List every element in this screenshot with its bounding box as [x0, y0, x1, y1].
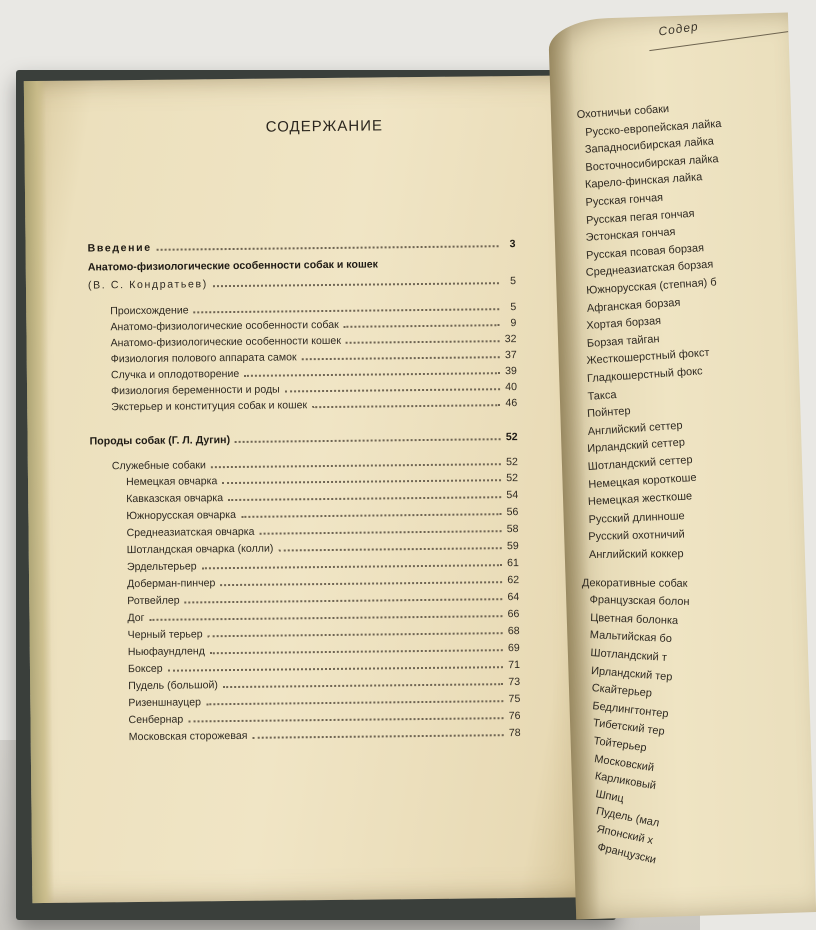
toc-entry-text: Ротвейлер	[127, 594, 180, 608]
right-page-entry: Жесткошерстный фокст	[586, 347, 711, 368]
right-page-entry: Русская псовая борзая	[585, 241, 705, 262]
toc-entry-text: Происхождение	[110, 304, 189, 318]
toc-entry	[111, 365, 517, 381]
toc-entry	[127, 557, 519, 573]
toc-entry-page: 75	[508, 692, 521, 706]
toc-entry	[88, 238, 516, 254]
toc-entry-text: Введение	[87, 241, 152, 255]
toc-entry-text: Кавказская овчарка	[126, 492, 224, 506]
toc-leader-dots	[241, 512, 501, 518]
right-page-entry: Русский охотничий	[588, 529, 686, 544]
right-page-entry: Восточносибирская лайка	[584, 152, 719, 174]
toc-leader-dots	[157, 244, 499, 251]
toc-entry	[128, 676, 520, 692]
toc-leader-dots	[252, 733, 503, 739]
toc-entry-text: Анатомо-физиологические особенности кошек	[110, 334, 341, 350]
toc-entry-text: Доберман-пинчер	[127, 577, 216, 591]
toc-entry-text: Черный терьер	[127, 628, 203, 642]
right-page-entry: Пойнтер	[586, 405, 632, 421]
toc-entry-page: 52	[505, 456, 518, 469]
toc-entry	[111, 381, 517, 397]
toc-entry-page: 56	[506, 506, 519, 519]
toc-entry	[111, 333, 517, 349]
toc-entry-page: 54	[506, 489, 519, 502]
right-page-entry: Немецкая жесткоше	[587, 490, 693, 509]
toc-entry	[126, 506, 518, 522]
right-page-entry: Английский коккер	[588, 548, 684, 561]
right-page-entry: Афганская борзая	[586, 296, 681, 315]
toc-entry-text: (В. С. Кондратьев)	[87, 278, 208, 292]
toc-leader-dots	[285, 387, 500, 392]
toc-entry-page: 73	[508, 675, 521, 689]
right-page-entry: Французская болон	[589, 594, 690, 609]
right-page-entry: Русская пегая гончая	[585, 207, 695, 227]
toc-entry-text: Среднеазиатская овчарка	[126, 525, 255, 540]
toc-entry-page: 58	[506, 523, 519, 536]
toc-leader-dots	[202, 563, 502, 569]
right-page-entry: Карело-финская лайка	[584, 171, 704, 192]
toc-entry-text: Ризеншнауцер	[128, 696, 202, 710]
toc-entry-page: 32	[504, 333, 517, 346]
right-page-entry: Шпиц	[594, 787, 625, 805]
right-page-entry: Декоративные собак	[581, 576, 688, 590]
toc-entry-page: 5	[509, 275, 517, 288]
toc-leader-dots	[220, 580, 502, 586]
toc-leader-dots	[188, 716, 503, 722]
toc-entry	[127, 591, 519, 607]
toc-entry-page: 61	[507, 557, 519, 570]
toc-entry	[128, 625, 520, 641]
toc-entry-text: Дог	[127, 611, 145, 625]
right-page-entry: Японский х	[595, 823, 655, 848]
right-page-entry: Русско-европейская лайка	[584, 117, 722, 139]
toc-leader-dots	[259, 529, 501, 535]
toc-entry	[110, 317, 516, 333]
toc-entry	[128, 710, 520, 726]
toc-entry-page: 59	[506, 540, 519, 553]
toc-leader-dots	[168, 665, 503, 672]
toc-leader-dots	[228, 495, 501, 501]
toc-entry-page: 5	[510, 301, 517, 314]
right-page-entry: Ирландский сеттер	[587, 436, 686, 456]
toc-entry-page: 68	[507, 625, 520, 638]
toc-entry	[127, 523, 519, 539]
right-page-entry: Охотничьи собаки	[576, 103, 670, 122]
right-page-entry: Русский длинноше	[588, 510, 685, 526]
toc-entry	[128, 693, 520, 709]
toc-entry-page: 78	[508, 726, 521, 740]
toc-leader-dots	[206, 699, 503, 705]
toc-entry	[127, 540, 519, 556]
toc-entry-text: Московская сторожевая	[128, 729, 248, 744]
right-page-entry: Шотландский сеттер	[587, 454, 693, 473]
toc-entry-text: Анатомо-физиологические особенности собак	[110, 318, 339, 334]
toc-entry	[128, 642, 520, 658]
toc-entry-text: Экстерьер и конституция собак и кошек	[111, 399, 308, 414]
toc-leader-dots	[302, 355, 500, 360]
toc-entry-page: 69	[507, 642, 520, 655]
right-page-entry: Мальтийская бо	[589, 629, 673, 646]
toc-entry-text: Немецкая овчарка	[125, 475, 218, 489]
toc-leader-dots	[185, 597, 503, 603]
right-page-entry: Гладкошерстный фокс	[586, 365, 703, 385]
toc-leader-dots	[222, 478, 501, 484]
toc-leader-dots	[208, 631, 503, 637]
right-page-entry: Такса	[586, 388, 617, 403]
right-page-entry: Ирландский тер	[590, 664, 673, 684]
toc-leader-dots	[346, 339, 500, 344]
right-page-entry: Тойтерьер	[592, 735, 648, 755]
toc-entry-text: Породы собак (Г. Л. Дугин)	[89, 434, 231, 448]
toc-entry	[126, 472, 518, 488]
toc-entry-page: 62	[507, 574, 520, 587]
toc-entry	[129, 727, 521, 743]
toc-entry-text: Служебные собаки	[111, 459, 206, 473]
right-page-entry: Борзая тайган	[586, 332, 660, 350]
right-page-entry: Пудель (мал	[595, 805, 661, 830]
toc-entry-text: Шотландская овчарка (колли)	[126, 542, 274, 557]
right-page-entry: Московский	[593, 752, 655, 774]
toc-entry-text: Случка и оплодотворение	[110, 367, 240, 382]
toc-entry-page: 46	[505, 397, 518, 410]
toc-entry	[111, 349, 517, 365]
toc-leader-dots	[223, 682, 503, 688]
toc-entry	[90, 431, 518, 447]
toc-leader-dots	[244, 371, 500, 377]
toc-entry-page: 9	[510, 317, 517, 330]
right-page-entry: Эстонская гончая	[585, 226, 677, 245]
toc-entry-page: 52	[505, 431, 518, 444]
toc-entry	[88, 275, 516, 291]
right-page-entry: Западносибирская лайка	[584, 135, 715, 157]
toc-leader-dots	[194, 307, 500, 313]
toc-leader-dots	[210, 648, 503, 654]
toc-leader-dots	[278, 546, 501, 551]
right-page-entry: Среднеазиатская борзая	[585, 258, 715, 280]
right-page-entry: Русская гончая	[585, 191, 664, 209]
toc-entry-page: 66	[507, 608, 520, 621]
right-page-entry: Южнорусская (степная) б	[585, 276, 717, 297]
toc-entry	[128, 659, 520, 675]
toc-leader-dots	[344, 323, 500, 328]
right-page	[548, 12, 816, 919]
right-page-entry: Цветная болонка	[589, 611, 679, 627]
toc-entry-page: 40	[505, 381, 518, 394]
toc-entry-page: 3	[509, 238, 516, 251]
right-page-entry: Немецкая короткоше	[587, 471, 697, 491]
right-page-header: Содер	[657, 19, 700, 39]
toc-entry-text: Боксер	[127, 662, 163, 676]
toc-leader-dots	[211, 462, 501, 468]
right-page-entry: Бедлингтонтер	[591, 699, 670, 721]
right-page-entry: Шотландский т	[590, 647, 668, 664]
toc-entry-text: Пудель (большой)	[128, 679, 218, 693]
toc-entry-text: Эрдельтерьер	[126, 560, 197, 574]
toc-entry	[112, 456, 518, 472]
toc-entry-page: 37	[504, 349, 517, 362]
toc-entry-text: Южнорусская овчарка	[126, 508, 237, 523]
toc-entry-page: 76	[508, 709, 521, 723]
right-page-entry: Карликовый	[593, 770, 657, 793]
toc-entry-page: 71	[508, 659, 521, 672]
right-page-entry: Французски	[596, 840, 658, 867]
right-page-entry: Хортая борзая	[586, 315, 662, 333]
toc-entry-text: Анатомо-физиологические особенности собак и кошек	[87, 258, 379, 274]
toc-entry	[110, 301, 516, 317]
toc-title: СОДЕРЖАНИЕ	[265, 117, 384, 136]
toc-leader-dots	[235, 437, 501, 443]
toc-entry-page: 52	[506, 472, 519, 485]
toc-entry-page: 64	[507, 591, 520, 604]
toc-entry-text: Физиология полового аппарата самок	[110, 351, 297, 366]
right-page-entry: Английский сеттер	[587, 419, 683, 438]
toc-leader-dots	[312, 403, 500, 408]
right-page-entry: Тибетский тер	[592, 717, 666, 739]
toc-entry-text: Ньюфаундленд	[127, 645, 205, 659]
toc-entry	[111, 397, 517, 413]
toc-entry-text: Физиология беременности и роды	[111, 383, 280, 398]
toc-entry	[126, 489, 518, 505]
toc-leader-dots	[150, 614, 503, 621]
toc-entry	[127, 574, 519, 590]
toc-entry-text: Сенбернар	[128, 713, 184, 727]
toc-entry	[88, 257, 516, 273]
right-page-entry: Скайтерьер	[591, 682, 653, 700]
toc-leader-dots	[213, 281, 499, 287]
left-page	[24, 75, 605, 903]
toc-entry-page: 39	[505, 365, 517, 378]
toc-entry	[127, 608, 519, 624]
